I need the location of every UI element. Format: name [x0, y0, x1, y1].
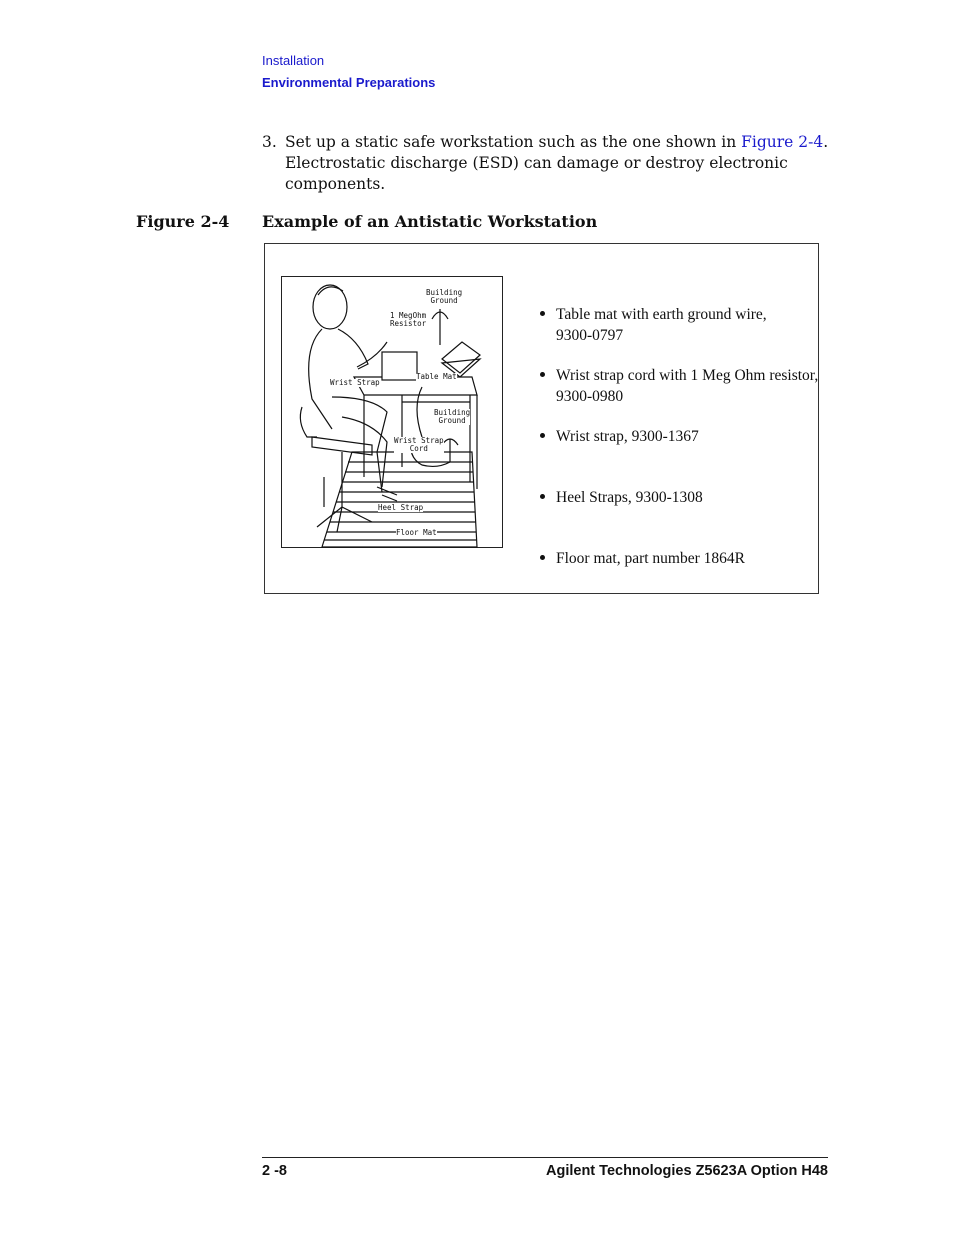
bullet-icon [540, 494, 545, 499]
component-list [540, 304, 818, 609]
figure-link[interactable]: Figure 2-4 [741, 133, 824, 151]
page-number: 2 -8 [262, 1163, 287, 1179]
step-text-after: . Electrostatic discharge (ESD) can damage or destroy electronic components. [285, 133, 829, 193]
product-name: Agilent Technologies Z5623A Option H48 [546, 1163, 828, 1179]
list-item: Table mat with earth ground wire, 9300-0797 [540, 304, 818, 365]
step-number: 3. [262, 133, 277, 151]
label-table-mat: Table Mat [416, 372, 457, 381]
bullet-icon [540, 311, 545, 316]
list-item: Floor mat, part number 1864R [540, 548, 818, 609]
figure-title: Example of an Antistatic Workstation [262, 212, 598, 231]
workstation-illustration [281, 276, 503, 548]
bullet-icon [540, 555, 545, 560]
step-text-before: Set up a static safe workstation such as the one shown in [285, 133, 742, 151]
label-wrist-strap-cord: Wrist Strap Cord [394, 436, 444, 453]
figure-label: Figure 2-4 [136, 212, 230, 231]
label-building-ground-mid: Building Ground [434, 408, 471, 425]
section-header: Installation [262, 53, 325, 68]
list-item: Heel Straps, 9300-1308 [540, 487, 818, 548]
step-paragraph [262, 132, 842, 195]
label-floor-mat: Floor Mat [396, 528, 437, 537]
step-text [285, 132, 842, 195]
label-heel-strap: Heel Strap [378, 503, 424, 512]
bullet-icon [540, 433, 545, 438]
label-wrist-strap: Wrist Strap [330, 378, 380, 387]
bullet-icon [540, 372, 545, 377]
list-item: Wrist strap cord with 1 Meg Ohm resistor, 9300-0980 [540, 365, 818, 426]
list-item: Wrist strap, 9300-1367 [540, 426, 818, 487]
label-resistor: 1 MegOhm Resistor [390, 311, 427, 328]
subsection-header: Environmental Preparations [262, 75, 436, 90]
footer-rule [262, 1157, 828, 1158]
label-building-ground-top: Building Ground [426, 288, 463, 305]
